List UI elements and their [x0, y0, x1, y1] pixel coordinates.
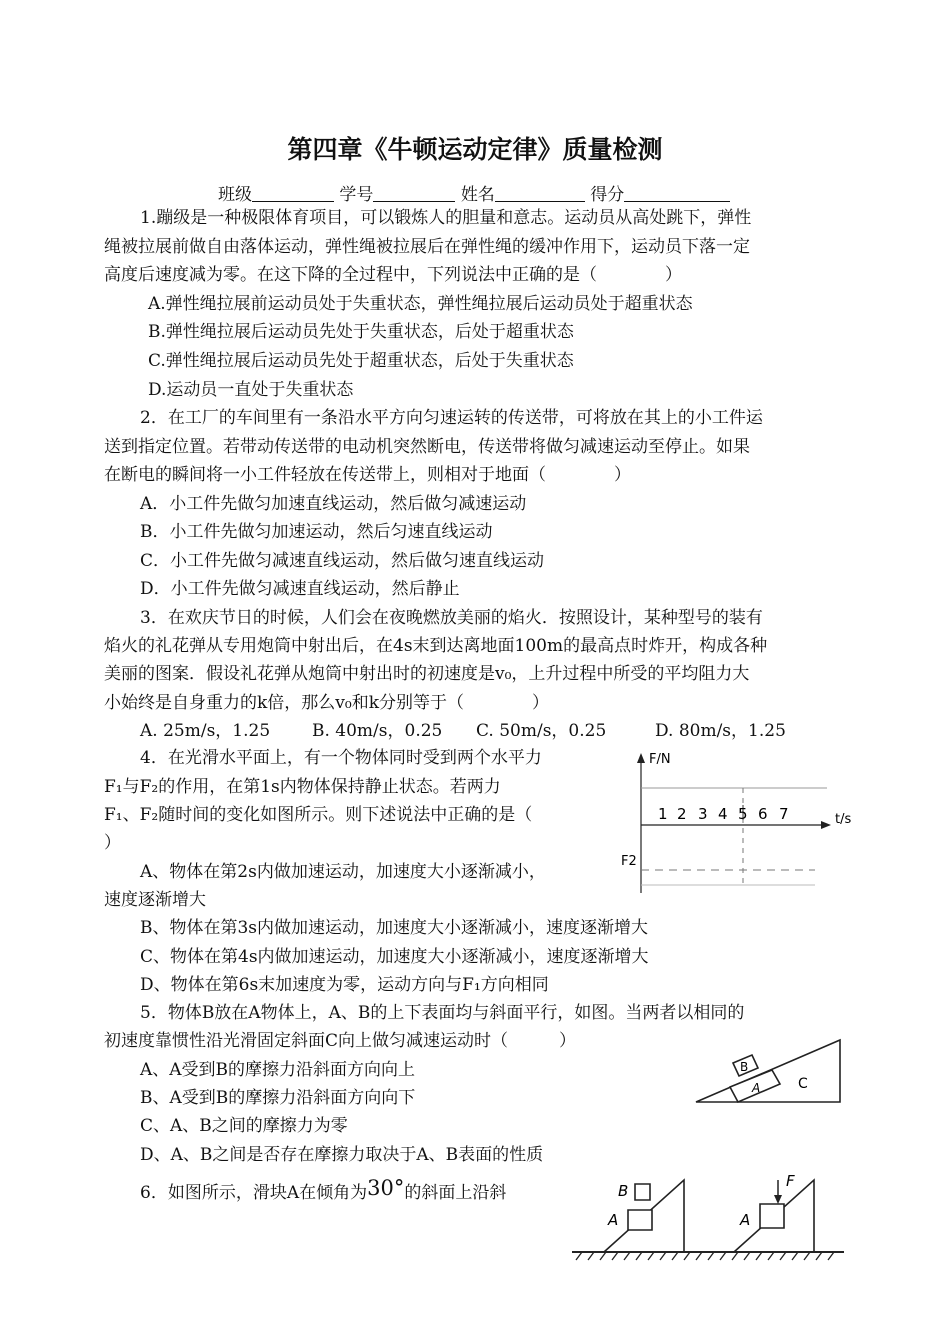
label-c: C — [798, 1076, 808, 1092]
x-axis-label: t/s — [835, 812, 852, 827]
block-b — [635, 1184, 650, 1200]
q4-option-a[interactable]: A、物体在第2s内做加速运动，加速度大小逐渐减小， — [140, 862, 546, 882]
student-info-line — [218, 180, 730, 205]
q2-option-c[interactable]: C．小工件先做匀减速直线运动，然后做匀速直线运动 — [140, 551, 545, 571]
label-b: B — [740, 1060, 749, 1074]
class-label: 班级 — [218, 185, 252, 205]
q4-option-b[interactable]: B、物体在第3s内做加速运动，加速度大小逐渐减小，速度逐渐增大 — [140, 918, 649, 938]
q3-stem-line: 美丽的图案．假设礼花弹从炮筒中射出时的初速度是v₀，上升过程中所受的平均阻力大 — [104, 664, 750, 684]
label-a-right: A — [740, 1211, 751, 1229]
number-blank[interactable] — [373, 185, 455, 202]
q3-option-d[interactable]: D. 80m/s，1.25 — [655, 721, 786, 741]
q5-option-a[interactable]: A、A受到B的摩擦力沿斜面方向向上 — [140, 1060, 416, 1080]
q1-option-a[interactable]: A.弹性绳拉展前运动员处于失重状态，弹性绳拉展后运动员处于超重状态 — [148, 294, 693, 314]
tick-label: 7 — [779, 805, 789, 823]
q5-stem-line: 5．物体B放在A物体上，A、B的上下表面均与斜面平行，如图。当两者以相同的 — [140, 1003, 745, 1023]
ground-hatching — [576, 1252, 834, 1260]
incline-figure-q6 — [568, 1168, 848, 1264]
label-a: A — [752, 1081, 761, 1095]
q2-stem-line: 送到指定位置。若带动传送带的电动机突然断电，传送带将做匀减速运动至停止。如果 — [104, 437, 750, 457]
q1-stem-line: 1.蹦级是一种极限体育项目，可以锻炼人的胆量和意志。运动员从高处跳下，弹性 — [140, 208, 752, 228]
x-axis-arrow — [821, 821, 831, 829]
force-f-arrowhead — [774, 1195, 782, 1204]
score-label: 得分 — [590, 185, 625, 205]
block-a-right — [760, 1204, 784, 1228]
label-f: F — [786, 1172, 795, 1190]
q1-option-c[interactable]: C.弹性绳拉展后运动员先处于超重状态，后处于失重状态 — [148, 351, 574, 371]
q4-stem-line: 4．在光滑水平面上，有一个物体同时受到两个水平力 — [140, 748, 542, 768]
q3-stem-line: 3．在欢庆节日的时候，人们会在夜晚燃放美丽的焰火．按照设计，某种型号的装有 — [140, 608, 763, 628]
q1-stem-line: 高度后速度减为零。在这下降的全过程中，下列说法中正确的是（ ） — [104, 265, 682, 285]
q4-option-c[interactable]: C、物体在第4s内做加速运动，加速度大小逐渐减小，速度逐渐增大 — [140, 947, 649, 967]
page-title: 第四章《牛顿运动定律》质量检测 — [287, 135, 663, 164]
y-axis-label: F/N — [649, 752, 671, 767]
label-b: B — [618, 1182, 629, 1200]
label-a-left: A — [608, 1211, 619, 1229]
f2-label: F2 — [621, 854, 637, 869]
q6-stem-line — [140, 1178, 506, 1203]
tick-label: 2 — [677, 805, 687, 823]
q3-stem-line: 焰火的礼花弹从专用炮筒中射出后，在4s末到达离地面100m的最高点时炸开，构成各种 — [104, 636, 768, 656]
q6-angle: 30° — [367, 1176, 405, 1200]
tick-label: 3 — [698, 805, 708, 823]
q1-option-d[interactable]: D.运动员一直处于失重状态 — [148, 380, 354, 400]
q5-option-d[interactable]: D、A、B之间是否存在摩擦力取决于A、B表面的性质 — [140, 1145, 544, 1165]
q3-option-c[interactable]: C. 50m/s，0.25 — [476, 721, 607, 741]
q2-stem-line: 在断电的瞬间将一小工件轻放在传送带上，则相对于地面（ ） — [104, 465, 631, 485]
q6-stem-after: 的斜面上沿斜 — [404, 1183, 507, 1203]
q4-stem-line: ） — [104, 833, 121, 853]
tick-label: 4 — [718, 805, 728, 823]
q4-stem-line: F₁、F₂随时间的变化如图所示。则下述说法中正确的是（ — [104, 805, 533, 825]
class-blank[interactable] — [252, 185, 334, 202]
number-label: 学号 — [339, 185, 374, 205]
q4-option-d[interactable]: D、物体在第6s末加速度为零，运动方向与F₁方向相同 — [140, 975, 549, 995]
q3-option-a[interactable]: A. 25m/s，1.25 — [140, 721, 271, 741]
tick-label: 6 — [758, 805, 768, 823]
q6-stem-before: 6．如图所示，滑块A在倾角为 — [140, 1183, 368, 1203]
q1-option-b[interactable]: B.弹性绳拉展后运动员先处于失重状态，后处于超重状态 — [148, 322, 574, 342]
tick-label: 5 — [738, 805, 748, 823]
tick-label: 1 — [658, 805, 668, 823]
q4-stem-line: F₁与F₂的作用，在第1s内物体保持静止状态。若两力 — [104, 777, 501, 797]
q5-option-b[interactable]: B、A受到B的摩擦力沿斜面方向向下 — [140, 1088, 416, 1108]
y-axis-arrow — [637, 753, 645, 763]
q1-stem-line: 绳被拉展前做自由落体运动，弹性绳被拉展后在弹性绳的缓冲作用下，运动员下落一定 — [104, 237, 750, 257]
q5-option-c[interactable]: C、A、B之间的摩擦力为零 — [140, 1116, 348, 1136]
q2-stem-line: 2．在工厂的车间里有一条沿水平方向匀速运转的传送带，可将放在其上的小工件运 — [140, 408, 763, 428]
q2-option-b[interactable]: B．小工件先做匀加速运动，然后匀速直线运动 — [140, 522, 493, 542]
q3-stem-line: 小始终是自身重力的k倍，那么v₀和k分别等于（ ） — [104, 693, 550, 713]
name-label: 姓名 — [460, 185, 495, 205]
q2-option-d[interactable]: D．小工件先做匀减速直线运动，然后静止 — [140, 579, 460, 599]
q3-option-b[interactable]: B. 40m/s，0.25 — [312, 721, 443, 741]
name-blank[interactable] — [495, 185, 585, 202]
q5-stem-line: 初速度靠惯性沿光滑固定斜面C向上做匀减速运动时（ ） — [104, 1031, 577, 1051]
q4-option-a-cont: 速度逐渐增大 — [104, 890, 206, 910]
score-blank[interactable] — [624, 185, 730, 202]
force-time-graph — [615, 745, 860, 895]
incline-figure-q5 — [690, 1030, 850, 1110]
block-a-left — [628, 1210, 652, 1230]
q2-option-a[interactable]: A．小工件先做匀加速直线运动，然后做匀减速运动 — [140, 494, 527, 514]
